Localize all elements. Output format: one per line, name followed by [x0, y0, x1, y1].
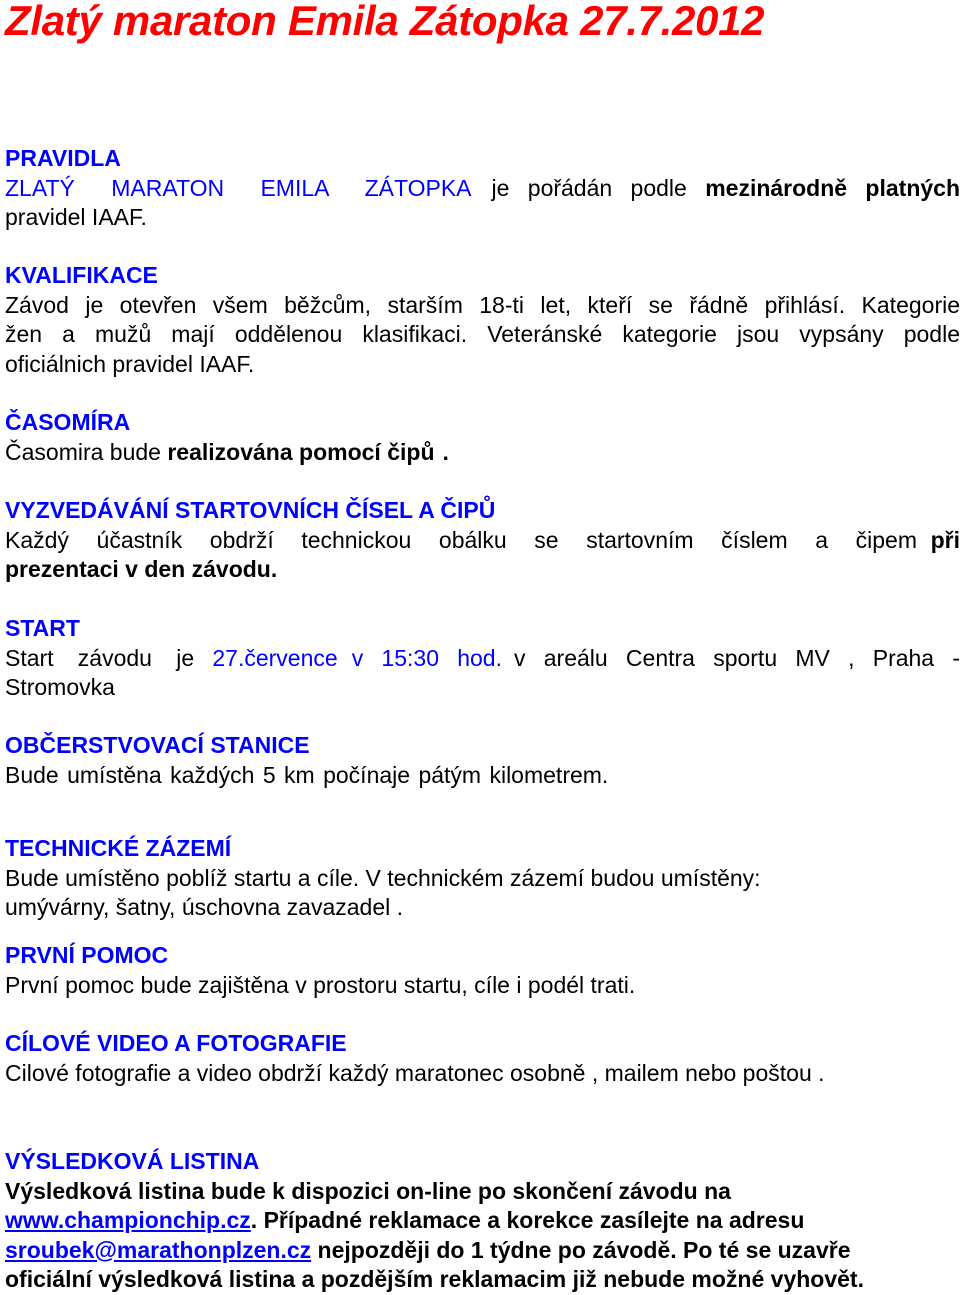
vysledky-line2	[5, 1206, 960, 1236]
pravidla-text-a: je pořádán podle	[491, 174, 687, 201]
start-line1	[5, 644, 960, 674]
kvalifikace-line1: Závod je otevřen všem běžcům, starším 18-ti let, kteří se řádně přihlásí. Kategorie	[5, 291, 960, 318]
email-link[interactable]: sroubek@marathonplzen.cz	[5, 1236, 312, 1263]
section-obcerstveni	[5, 731, 960, 790]
heading-vyzvedavani: VYZVEDÁVÁNÍ STARTOVNÍCH ČÍSEL A ČIPŮ	[5, 497, 496, 523]
heading-zazemi: TECHNICKÉ ZÁZEMÍ	[5, 835, 232, 861]
heading-casomira: ČASOMÍRA	[5, 409, 131, 435]
start-line2: Stromovka	[5, 674, 115, 700]
heading-prvni-pomoc: PRVNÍ POMOC	[5, 942, 169, 968]
vyzvedavani-text-b: při	[930, 526, 960, 553]
casomira-text-c: .	[442, 438, 449, 465]
pravidla-line1	[5, 174, 960, 204]
vyzvedavani-line1	[5, 526, 960, 556]
section-video	[5, 1029, 960, 1088]
section-casomira	[5, 408, 960, 467]
casomira-text-b: realizována pomocí čipů	[167, 438, 435, 465]
race-name: ZLATÝ MARATON EMILA ZÁTOPKA	[5, 174, 472, 201]
video-text: Cilové fotografie a video obdrží každý maratonec osobně , mailem nebo poštou .	[5, 1059, 825, 1086]
pravidla-text-b: mezinárodně platných	[705, 174, 960, 201]
obcerstveni-text: Bude umístěna každých 5 km počínaje pátým kilometrem.	[5, 761, 609, 788]
kvalifikace-line2: žen a mužů mají oddělenou klasifikaci. Veteránské kategorie jsou vypsány podle	[5, 321, 960, 347]
vysledky-line1: Výsledková listina bude k dispozici on-line po skončení závodu na	[5, 1177, 731, 1204]
championchip-link[interactable]: www.championchip.cz	[5, 1207, 251, 1233]
page-title: Zlatý maraton Emila Zátopka 27.7.2012	[5, 0, 765, 44]
kvalifikace-line3: oficiálnich pravidel IAAF.	[5, 350, 255, 377]
section-prvni-pomoc	[5, 941, 960, 1000]
section-zazemi	[5, 834, 960, 923]
vysledky-line3-text: nejpozději do 1 týdne po závodě. Po té se uzavře	[311, 1236, 851, 1263]
section-pravidla	[5, 144, 960, 233]
vyzvedavani-text-a: Každý účastník obdrží technickou obálku se startovním číslem a čipem	[5, 526, 917, 553]
vysledky-line2-text: . Případné reklamace a korekce zasílejte na adresu	[250, 1207, 805, 1233]
vyzvedavani-line2: prezentaci v den závodu.	[5, 556, 278, 582]
section-kvalifikace	[5, 261, 960, 379]
heading-pravidla: PRAVIDLA	[5, 145, 121, 171]
heading-video: CÍLOVÉ VIDEO A FOTOGRAFIE	[5, 1030, 347, 1056]
casomira-text-a: Časomira bude	[5, 438, 161, 465]
start-text-b: v areálu Centra sportu MV , Praha -	[514, 644, 960, 671]
pravidla-text-c: pravidel IAAF.	[5, 204, 147, 230]
start-time: v 15:30 hod.	[351, 644, 502, 671]
prvni-pomoc-text: První pomoc bude zajištěna v prostoru startu, cíle i podél trati.	[5, 971, 636, 998]
section-start	[5, 614, 960, 703]
start-date: 27.července	[212, 644, 338, 671]
heading-kvalifikace: KVALIFIKACE	[5, 262, 158, 288]
zazemi-line2: umývárny, šatny, úschovna zavazadel .	[5, 894, 404, 920]
vysledky-line4: oficiální výsledková listina a pozdějším reklamacim již nebude možné vyhovět.	[5, 1266, 864, 1292]
section-vyzvedavani	[5, 496, 960, 585]
vysledky-line3	[5, 1236, 960, 1266]
heading-start: START	[5, 615, 80, 641]
zazemi-line1: Bude umístěno poblíž startu a cíle. V technickém zázemí budou umístěny:	[5, 864, 761, 891]
casomira-line	[5, 438, 960, 468]
start-text-a: Start závodu je	[5, 644, 195, 671]
heading-obcerstveni: OBČERSTVOVACÍ STANICE	[5, 732, 310, 758]
section-vysledky	[5, 1147, 960, 1295]
heading-vysledky: VÝSLEDKOVÁ LISTINA	[5, 1148, 260, 1174]
